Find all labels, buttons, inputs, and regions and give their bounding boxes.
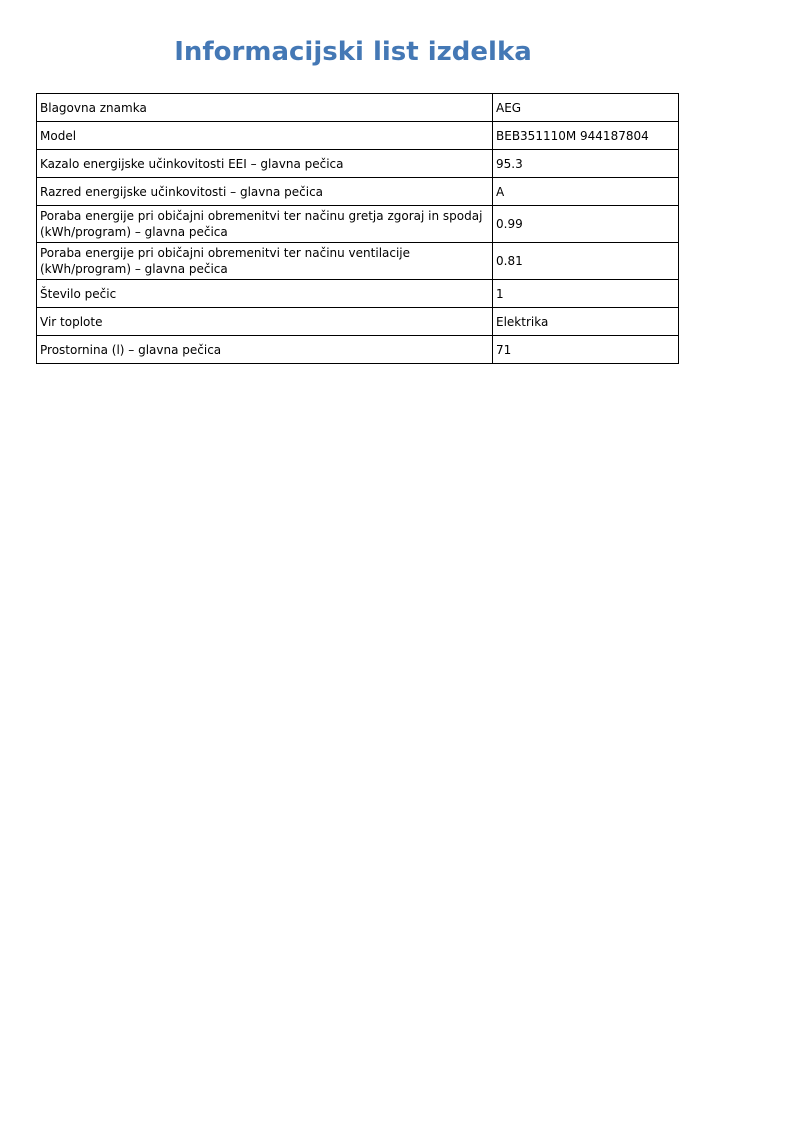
row-value: 95.3 <box>493 150 679 178</box>
row-label: Razred energijske učinkovitosti – glavna pečica <box>37 178 493 206</box>
product-table-body <box>37 94 679 364</box>
table-row <box>37 243 679 280</box>
table-row <box>37 150 679 178</box>
row-value: 0.99 <box>493 206 679 243</box>
row-value: Elektrika <box>493 308 679 336</box>
row-value: 71 <box>493 336 679 364</box>
table-row <box>37 280 679 308</box>
table-row <box>37 122 679 150</box>
row-value: A <box>493 178 679 206</box>
table-row <box>37 206 679 243</box>
table-row <box>37 94 679 122</box>
document-content <box>36 36 670 364</box>
row-value: BEB351110M 944187804 <box>493 122 679 150</box>
row-label: Število pečic <box>37 280 493 308</box>
row-label: Prostornina (l) – glavna pečica <box>37 336 493 364</box>
page-title: Informacijski list izdelka <box>174 37 532 67</box>
table-row <box>37 178 679 206</box>
row-label: Poraba energije pri običajni obremenitvi ter načinu gretja zgoraj in spodaj (kWh/program) – glavna pečica <box>37 206 493 243</box>
row-value: 0.81 <box>493 243 679 280</box>
row-label: Blagovna znamka <box>37 94 493 122</box>
product-info-table <box>36 93 679 364</box>
row-label: Vir toplote <box>37 308 493 336</box>
row-label: Model <box>37 122 493 150</box>
table-row <box>37 336 679 364</box>
table-row <box>37 308 679 336</box>
row-value: 1 <box>493 280 679 308</box>
row-label: Kazalo energijske učinkovitosti EEI – glavna pečica <box>37 150 493 178</box>
row-value: AEG <box>493 94 679 122</box>
row-label: Poraba energije pri običajni obremenitvi ter načinu ventilacije (kWh/program) – glavna pečica <box>37 243 493 280</box>
